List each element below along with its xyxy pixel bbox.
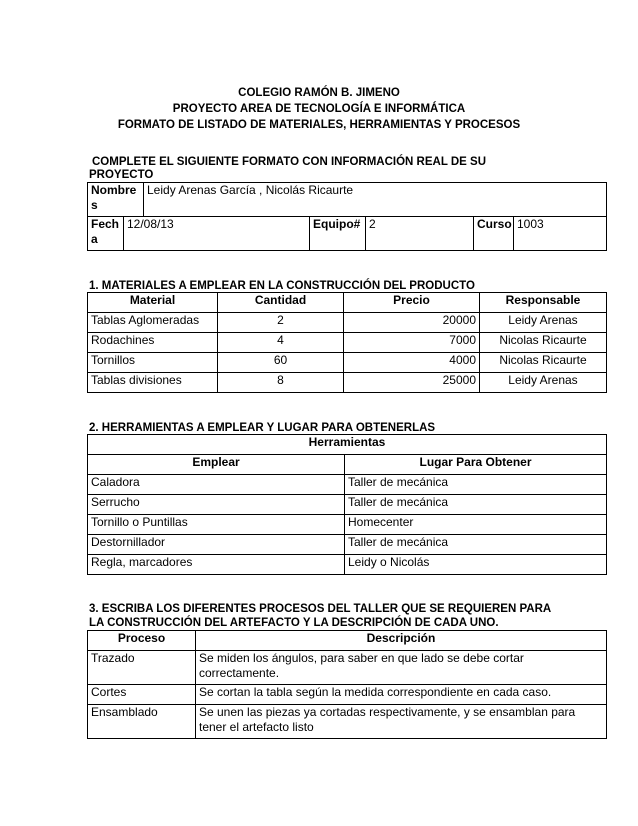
tools-title: 2. HERRAMIENTAS A EMPLEAR Y LUGAR PARA OBTENERLAS bbox=[89, 422, 436, 434]
proceso-cell: Ensamblado bbox=[88, 705, 196, 739]
material-cell: Rodachines bbox=[88, 333, 218, 353]
tool-cell: Destornillador bbox=[88, 535, 345, 555]
tools-header-lugar: Lugar Para Obtener bbox=[345, 455, 607, 475]
cantidad-cell: 8 bbox=[218, 373, 344, 393]
table-row bbox=[88, 495, 607, 515]
materials-title: 1. MATERIALES A EMPLEAR EN LA CONSTRUCCIÓN DEL PRODUCTO bbox=[89, 280, 475, 292]
material-cell: Tornillos bbox=[88, 353, 218, 373]
lugar-cell: Leidy o Nicolás bbox=[345, 555, 607, 575]
table-row bbox=[88, 651, 607, 685]
processes-header-proceso: Proceso bbox=[88, 631, 196, 651]
tool-cell: Serrucho bbox=[88, 495, 345, 515]
table-row bbox=[88, 313, 607, 333]
nombres-value: Leidy Arenas García , Nicolás Ricaurte bbox=[144, 183, 607, 217]
descripcion-cell: Se miden los ángulos, para saber en que lado se debe cortar correctamente. bbox=[196, 651, 607, 685]
nombres-label-1: Nombre bbox=[91, 183, 137, 197]
fecha-label bbox=[88, 217, 124, 251]
responsable-cell: Leidy Arenas bbox=[480, 373, 607, 393]
tool-cell: Tornillo o Puntillas bbox=[88, 515, 345, 535]
intro-line-1: COMPLETE EL SIGUIENTE FORMATO CON INFORMACIÓN REAL DE SU bbox=[92, 156, 486, 168]
material-cell: Tablas divisiones bbox=[88, 373, 218, 393]
equipo-label: Equipo# bbox=[310, 217, 366, 251]
tools-group-header: Herramientas bbox=[88, 435, 607, 455]
fecha-label-2: a bbox=[91, 232, 98, 246]
materials-header-cantidad: Cantidad bbox=[218, 293, 344, 313]
curso-value: 1003 bbox=[514, 217, 607, 251]
info-table-2 bbox=[87, 216, 607, 251]
responsable-cell: Leidy Arenas bbox=[480, 313, 607, 333]
lugar-cell: Homecenter bbox=[345, 515, 607, 535]
descripcion-cell: Se cortan la tabla según la medida correspondiente en cada caso. bbox=[196, 685, 607, 705]
cantidad-cell: 4 bbox=[218, 333, 344, 353]
info-table bbox=[87, 182, 607, 217]
precio-cell: 4000 bbox=[344, 353, 480, 373]
lugar-cell: Taller de mecánica bbox=[345, 475, 607, 495]
precio-cell: 20000 bbox=[344, 313, 480, 333]
responsable-cell: Nicolas Ricaurte bbox=[480, 353, 607, 373]
tools-header-emplear: Emplear bbox=[88, 455, 345, 475]
fecha-value: 12/08/13 bbox=[124, 217, 310, 251]
tool-cell: Regla, marcadores bbox=[88, 555, 345, 575]
responsable-cell: Nicolas Ricaurte bbox=[480, 333, 607, 353]
header-line-3: FORMATO DE LISTADO DE MATERIALES, HERRAMIENTAS Y PROCESOS bbox=[117, 119, 521, 131]
table-row bbox=[88, 373, 607, 393]
cantidad-cell: 60 bbox=[218, 353, 344, 373]
lugar-cell: Taller de mecánica bbox=[345, 535, 607, 555]
materials-header-precio: Precio bbox=[344, 293, 480, 313]
tools-table bbox=[87, 434, 607, 575]
materials-table bbox=[87, 292, 607, 393]
precio-cell: 7000 bbox=[344, 333, 480, 353]
equipo-value: 2 bbox=[366, 217, 474, 251]
nombres-label-2: s bbox=[91, 198, 98, 212]
precio-cell: 25000 bbox=[344, 373, 480, 393]
table-row bbox=[88, 535, 607, 555]
table-row bbox=[88, 555, 607, 575]
processes-title-2: LA CONSTRUCCIÓN DEL ARTEFACTO Y LA DESCRIPCIÓN DE CADA UNO. bbox=[89, 617, 499, 629]
proceso-cell: Trazado bbox=[88, 651, 196, 685]
table-row bbox=[88, 475, 607, 495]
processes-title-1: 3. ESCRIBA LOS DIFERENTES PROCESOS DEL TALLER QUE SE REQUIEREN PARA bbox=[89, 603, 552, 615]
table-row bbox=[88, 515, 607, 535]
cantidad-cell: 2 bbox=[218, 313, 344, 333]
descripcion-cell: Se unen las piezas ya cortadas respectivamente, y se ensamblan para tener el artefacto listo bbox=[196, 705, 607, 739]
lugar-cell: Taller de mecánica bbox=[345, 495, 607, 515]
material-cell: Tablas Aglomeradas bbox=[88, 313, 218, 333]
proceso-cell: Cortes bbox=[88, 685, 196, 705]
header-line-2: PROYECTO AREA DE TECNOLOGÍA E INFORMÁTICA bbox=[172, 103, 466, 115]
tool-cell: Caladora bbox=[88, 475, 345, 495]
curso-label: Curso bbox=[474, 217, 514, 251]
table-row bbox=[88, 353, 607, 373]
table-row bbox=[88, 685, 607, 705]
fecha-label-1: Fech bbox=[91, 217, 120, 231]
materials-header-responsable: Responsable bbox=[480, 293, 607, 313]
processes-header-descripcion: Descripción bbox=[196, 631, 607, 651]
table-row bbox=[88, 333, 607, 353]
nombres-label bbox=[88, 183, 144, 217]
table-row bbox=[88, 705, 607, 739]
header-line-1: COLEGIO RAMÓN B. JIMENO bbox=[238, 87, 400, 99]
intro-line-2: PROYECTO bbox=[89, 169, 154, 181]
processes-table bbox=[87, 630, 607, 739]
materials-header-material: Material bbox=[88, 293, 218, 313]
